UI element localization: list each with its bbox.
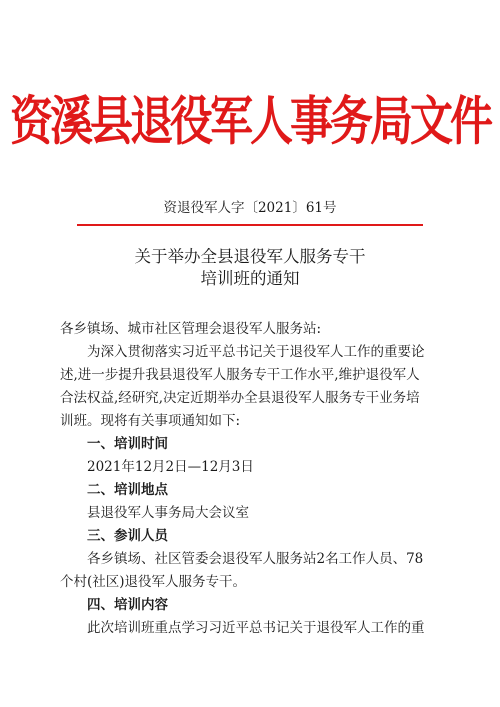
- intro-line: 述,进一步提升我县退役军人服务专干工作水平,维护退役军人: [60, 367, 420, 383]
- intro-line: 为深入贯彻落实习近平总书记关于退役军人工作的重要论: [87, 344, 425, 360]
- section-text-content: 此次培训班重点学习习近平总书记关于退役军人工作的重: [87, 620, 425, 636]
- red-divider-line: [77, 224, 423, 226]
- section-text-location: 县退役军人事务局大会议室: [87, 505, 249, 521]
- document-body: [60, 318, 455, 640]
- section-heading-time: 一、培训时间: [87, 436, 168, 452]
- notice-title-line-2: 培训班的通知: [200, 269, 300, 288]
- intro-line: 合法权益,经研究,决定近期举办全县退役军人服务专干业务培: [60, 390, 420, 406]
- section-text-time: 2021年12月2日—12月3日: [87, 459, 254, 475]
- section-heading-content: 四、培训内容: [87, 597, 168, 613]
- notice-title: [0, 246, 500, 290]
- document-number: 资退役军人字〔2021〕61号: [163, 200, 337, 216]
- section-text-participants: 各乡镇场、社区管委会退役军人服务站2名工作人员、78: [87, 551, 424, 567]
- section-text-participants: 个村(社区)退役军人服务专干。: [60, 574, 247, 590]
- document-header-title: 资溪县退役军人事务局文件: [10, 91, 490, 153]
- section-heading-location: 二、培训地点: [87, 482, 168, 498]
- section-heading-participants: 三、参训人员: [87, 528, 168, 544]
- addressee: 各乡镇场、城市社区管理会退役军人服务站:: [60, 321, 322, 337]
- notice-title-line-1: 关于举办全县退役军人服务专干: [134, 247, 366, 266]
- intro-line: 训班。现将有关事项通知如下:: [60, 413, 241, 429]
